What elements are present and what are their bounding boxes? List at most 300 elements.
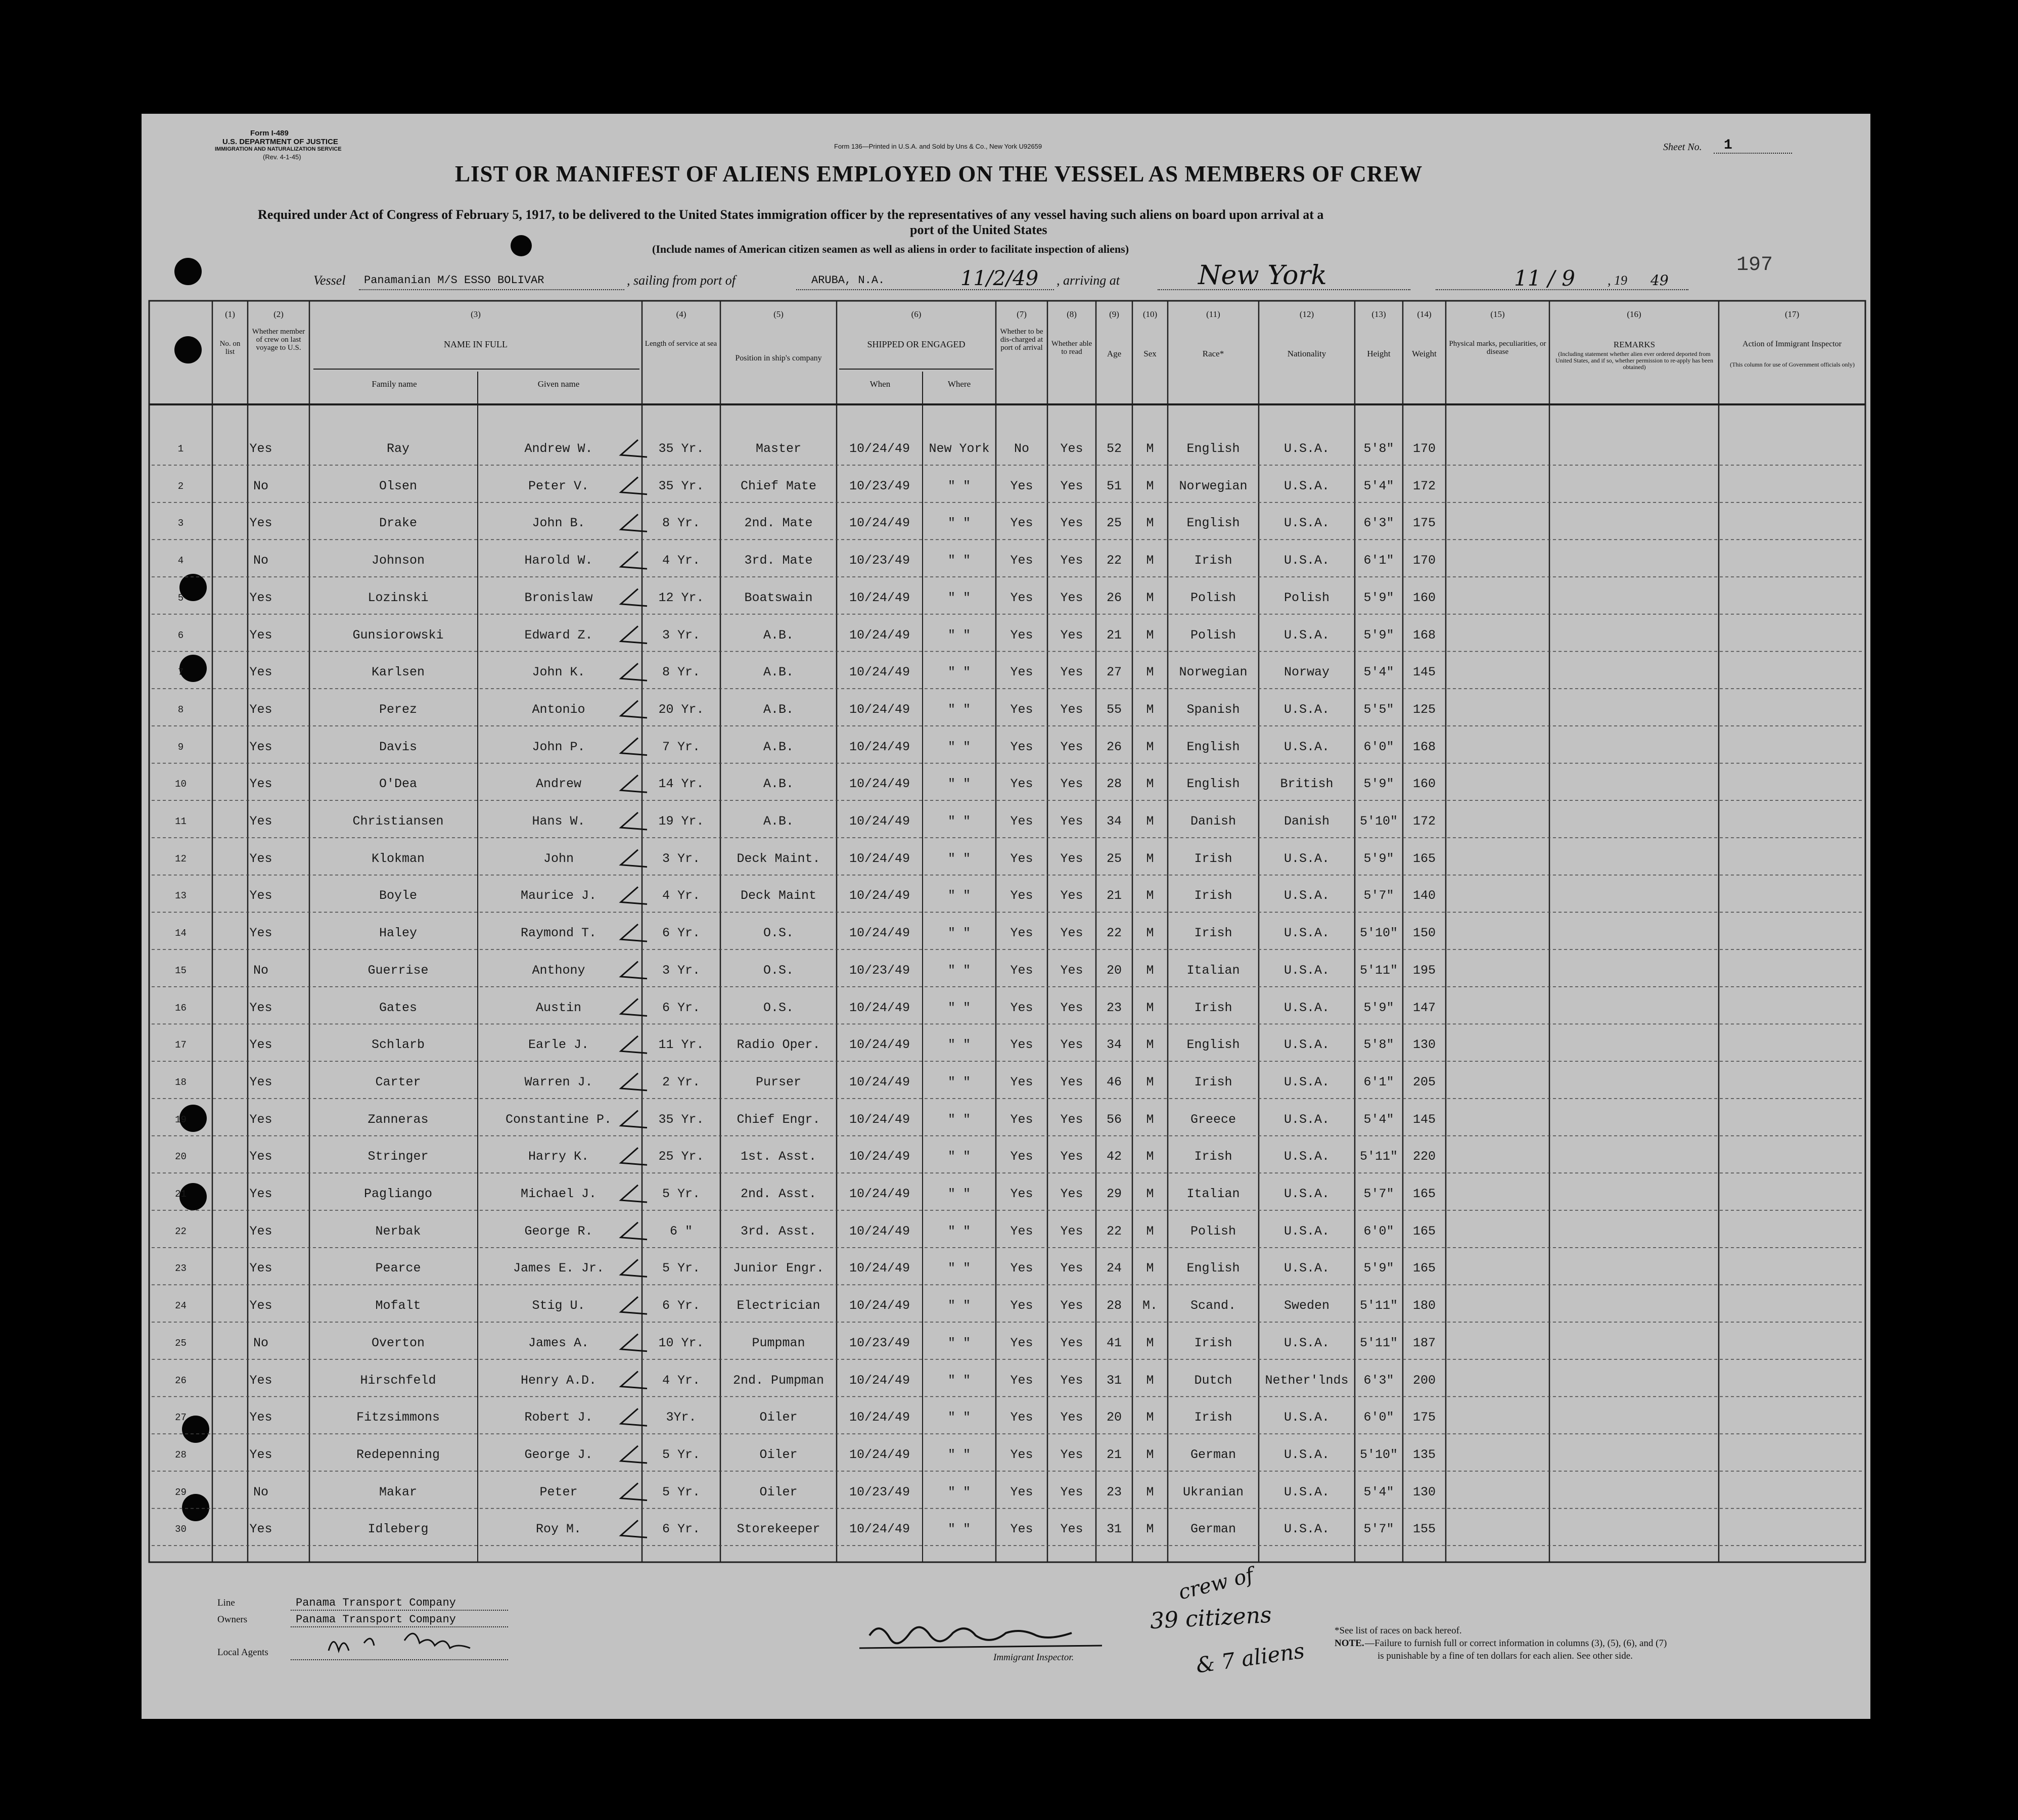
family-name-cell: Overton bbox=[371, 1335, 425, 1350]
length-of-service-cell: 25 Yr. bbox=[658, 1149, 704, 1164]
height-cell: 5'11" bbox=[1359, 1335, 1398, 1350]
shipped-when-cell: 10/24/49 bbox=[849, 814, 910, 829]
given-name-cell: Earle J. bbox=[528, 1037, 589, 1053]
discharged-cell: Yes bbox=[1010, 1187, 1033, 1201]
shipped-where-cell: " " bbox=[947, 1074, 971, 1089]
sex-cell: M bbox=[1146, 1522, 1154, 1537]
discharged-cell: Yes bbox=[1010, 553, 1033, 568]
ship-position-cell: A.B. bbox=[763, 739, 794, 754]
height-cell: 5'9" bbox=[1363, 1000, 1394, 1015]
departure-port: ARUBA, N.A. bbox=[811, 274, 885, 287]
column-number: (6) bbox=[911, 309, 922, 319]
shipped-when-cell: 10/24/49 bbox=[849, 1373, 910, 1388]
sex-cell: M bbox=[1146, 1261, 1154, 1276]
shipped-where-cell: " " bbox=[947, 814, 971, 829]
shipped-when-cell: 10/24/49 bbox=[849, 1037, 910, 1053]
header-col-15: Physical marks, peculiarities, or disease bbox=[1449, 340, 1546, 356]
weight-cell: 135 bbox=[1412, 1447, 1436, 1462]
header-col-10: Sex bbox=[1143, 349, 1157, 358]
shipped-when-cell: 10/23/49 bbox=[849, 553, 910, 568]
discharged-cell: Yes bbox=[1010, 702, 1033, 717]
age-cell: 28 bbox=[1106, 1298, 1122, 1313]
height-cell: 6'0" bbox=[1363, 1410, 1394, 1425]
nationality-cell: U.S.A. bbox=[1283, 963, 1329, 978]
weight-cell: 175 bbox=[1412, 516, 1436, 531]
shipped-where-cell: " " bbox=[947, 516, 971, 531]
family-name-cell: Gates bbox=[379, 1000, 417, 1015]
previous-voyage-cell: No bbox=[253, 1335, 268, 1350]
length-of-service-cell: 4 Yr. bbox=[662, 888, 700, 903]
header-col-1: No. on list bbox=[219, 340, 241, 356]
header-col-16: REMARKS bbox=[1613, 340, 1656, 349]
list-number-cell: 9 bbox=[177, 741, 184, 753]
age-cell: 26 bbox=[1106, 739, 1122, 754]
list-number-cell: 15 bbox=[175, 965, 187, 976]
height-cell: 5'10" bbox=[1359, 1447, 1398, 1462]
age-cell: 25 bbox=[1106, 851, 1122, 866]
agents-underline bbox=[291, 1659, 508, 1660]
given-name-cell: Raymond T. bbox=[520, 926, 597, 941]
race-cell: Irish bbox=[1194, 926, 1232, 941]
header-col-13: Height bbox=[1367, 349, 1391, 358]
sailing-date: 11/2/49 bbox=[960, 267, 1039, 290]
family-name-cell: Klokman bbox=[371, 851, 425, 866]
shipped-when-cell: 10/23/49 bbox=[849, 963, 910, 978]
weight-cell: 172 bbox=[1412, 814, 1436, 829]
list-number-cell: 21 bbox=[175, 1189, 187, 1200]
discharged-cell: Yes bbox=[1010, 1410, 1033, 1425]
discharged-cell: Yes bbox=[1010, 739, 1033, 754]
age-cell: 34 bbox=[1106, 814, 1122, 829]
shipped-where-cell: " " bbox=[947, 963, 971, 978]
nationality-cell: U.S.A. bbox=[1283, 516, 1329, 531]
header-col-7: Whether to be dis-charged at port of arrival bbox=[1000, 328, 1043, 352]
nationality-cell: U.S.A. bbox=[1283, 739, 1329, 754]
age-cell: 21 bbox=[1106, 1447, 1122, 1462]
given-name-cell: Maurice J. bbox=[520, 888, 597, 903]
column-number: (2) bbox=[273, 309, 284, 319]
previous-voyage-cell: Yes bbox=[249, 1261, 272, 1276]
ship-position-cell: A.B. bbox=[763, 814, 794, 829]
able-to-read-cell: Yes bbox=[1060, 888, 1083, 903]
nationality-cell: U.S.A. bbox=[1283, 1149, 1329, 1164]
race-note: *See list of races on back hereof. bbox=[1335, 1625, 1462, 1636]
height-cell: 5'10" bbox=[1359, 926, 1398, 941]
sex-cell: M bbox=[1146, 1000, 1154, 1015]
height-cell: 5'7" bbox=[1363, 1522, 1394, 1537]
height-cell: 5'11" bbox=[1359, 1298, 1398, 1313]
ship-position-cell: Oiler bbox=[759, 1484, 798, 1499]
nationality-cell: U.S.A. bbox=[1283, 1037, 1329, 1053]
nationality-cell: Sweden bbox=[1283, 1298, 1329, 1313]
crew-note-1: crew of bbox=[1176, 1563, 1256, 1605]
previous-voyage-cell: Yes bbox=[249, 1149, 272, 1164]
age-cell: 21 bbox=[1106, 627, 1122, 643]
age-cell: 22 bbox=[1106, 1223, 1122, 1239]
given-name-cell: Harold W. bbox=[524, 553, 593, 568]
weight-cell: 205 bbox=[1412, 1074, 1436, 1089]
family-name-cell: Hirschfeld bbox=[360, 1373, 436, 1388]
able-to-read-cell: Yes bbox=[1060, 814, 1083, 829]
family-name-cell: Davis bbox=[379, 739, 417, 754]
height-cell: 5'4" bbox=[1363, 1112, 1394, 1127]
able-to-read-cell: Yes bbox=[1060, 1335, 1083, 1350]
discharged-cell: Yes bbox=[1010, 1074, 1033, 1089]
age-cell: 46 bbox=[1106, 1074, 1122, 1089]
height-cell: 5'8" bbox=[1363, 1037, 1394, 1053]
nationality-cell: British bbox=[1280, 777, 1334, 792]
able-to-read-cell: Yes bbox=[1060, 851, 1083, 866]
previous-voyage-cell: No bbox=[253, 478, 268, 493]
sex-cell: M bbox=[1146, 1484, 1154, 1499]
length-of-service-cell: 14 Yr. bbox=[658, 777, 704, 792]
length-of-service-cell: 5 Yr. bbox=[662, 1261, 700, 1276]
shipped-where-cell: " " bbox=[947, 888, 971, 903]
race-cell: Italian bbox=[1186, 1187, 1240, 1201]
age-cell: 20 bbox=[1106, 963, 1122, 978]
ship-position-cell: Storekeeper bbox=[737, 1522, 820, 1537]
length-of-service-cell: 8 Yr. bbox=[662, 516, 700, 531]
agents-label: Local Agents bbox=[217, 1647, 268, 1658]
discharged-cell: Yes bbox=[1010, 627, 1033, 643]
shipped-where-cell: " " bbox=[947, 1522, 971, 1537]
shipped-where-cell: " " bbox=[947, 1447, 971, 1462]
discharged-cell: Yes bbox=[1010, 1149, 1033, 1164]
owners-value: Panama Transport Company bbox=[296, 1613, 456, 1626]
note-text-2: is punishable by a fine of ten dollars for each alien. See other side. bbox=[1378, 1651, 1633, 1661]
able-to-read-cell: Yes bbox=[1060, 702, 1083, 717]
height-cell: 5'7" bbox=[1363, 888, 1394, 903]
previous-voyage-cell: Yes bbox=[249, 627, 272, 643]
header-col-3b: Given name bbox=[537, 379, 580, 389]
column-number: (12) bbox=[1299, 309, 1314, 319]
shipped-where-cell: " " bbox=[947, 553, 971, 568]
previous-voyage-cell: No bbox=[253, 963, 268, 978]
height-cell: 6'3" bbox=[1363, 1373, 1394, 1388]
ship-position-cell: Deck Maint. bbox=[737, 851, 820, 866]
sex-cell: M bbox=[1146, 1037, 1154, 1053]
given-name-cell: Peter bbox=[539, 1484, 578, 1499]
race-cell: English bbox=[1186, 739, 1240, 754]
shipped-when-cell: 10/24/49 bbox=[849, 1447, 910, 1462]
family-name-cell: Idleberg bbox=[368, 1522, 429, 1537]
column-number: (5) bbox=[773, 309, 784, 319]
shipped-when-cell: 10/24/49 bbox=[849, 590, 910, 605]
age-cell: 55 bbox=[1106, 702, 1122, 717]
ship-position-cell: Radio Oper. bbox=[737, 1037, 820, 1053]
nationality-cell: U.S.A. bbox=[1283, 1074, 1329, 1089]
family-name-cell: Redepenning bbox=[356, 1447, 440, 1462]
previous-voyage-cell: Yes bbox=[249, 665, 272, 680]
column-number: (7) bbox=[1017, 309, 1027, 319]
shipped-when-cell: 10/24/49 bbox=[849, 1223, 910, 1239]
height-cell: 6'0" bbox=[1363, 739, 1394, 754]
race-cell: Italian bbox=[1186, 963, 1240, 978]
family-name-cell: Boyle bbox=[379, 888, 417, 903]
shipped-when-cell: 10/24/49 bbox=[849, 1298, 910, 1313]
list-number-cell: 20 bbox=[175, 1151, 187, 1163]
given-name-cell: Roy M. bbox=[535, 1522, 581, 1537]
discharged-cell: Yes bbox=[1010, 888, 1033, 903]
list-number-cell: 23 bbox=[175, 1263, 187, 1275]
previous-voyage-cell: Yes bbox=[249, 516, 272, 531]
discharged-cell: Yes bbox=[1010, 1112, 1033, 1127]
previous-voyage-cell: Yes bbox=[249, 1074, 272, 1089]
length-of-service-cell: 4 Yr. bbox=[662, 1373, 700, 1388]
vessel-label: Vessel bbox=[313, 273, 346, 288]
weight-cell: 220 bbox=[1412, 1149, 1436, 1164]
shipped-when-cell: 10/23/49 bbox=[849, 1335, 910, 1350]
family-name-cell: Carter bbox=[375, 1074, 421, 1089]
discharged-cell: Yes bbox=[1010, 851, 1033, 866]
able-to-read-cell: Yes bbox=[1060, 1298, 1083, 1313]
race-cell: Irish bbox=[1194, 1410, 1232, 1425]
previous-voyage-cell: Yes bbox=[249, 1000, 272, 1015]
race-cell: Scand. bbox=[1190, 1298, 1236, 1313]
length-of-service-cell: 5 Yr. bbox=[662, 1187, 700, 1201]
shipped-where-cell: " " bbox=[947, 1112, 971, 1127]
ship-position-cell: 2nd. Pumpman bbox=[732, 1373, 824, 1388]
owners-underline bbox=[291, 1626, 508, 1627]
discharged-cell: Yes bbox=[1010, 1484, 1033, 1499]
given-name-cell: Edward Z. bbox=[524, 627, 593, 643]
weight-cell: 130 bbox=[1412, 1037, 1436, 1053]
previous-voyage-cell: No bbox=[253, 1484, 268, 1499]
weight-cell: 160 bbox=[1412, 590, 1436, 605]
sex-cell: M bbox=[1146, 926, 1154, 941]
shipped-where-cell: " " bbox=[947, 590, 971, 605]
given-name-cell: Henry A.D. bbox=[520, 1373, 597, 1388]
weight-cell: 140 bbox=[1412, 888, 1436, 903]
shipped-when-cell: 10/24/49 bbox=[849, 1261, 910, 1276]
age-cell: 42 bbox=[1106, 1149, 1122, 1164]
able-to-read-cell: Yes bbox=[1060, 627, 1083, 643]
sex-cell: M bbox=[1146, 1335, 1154, 1350]
able-to-read-cell: Yes bbox=[1060, 739, 1083, 754]
length-of-service-cell: 35 Yr. bbox=[658, 1112, 704, 1127]
list-number-cell: 6 bbox=[177, 629, 184, 641]
sex-cell: M bbox=[1146, 590, 1154, 605]
crew-note-3: & 7 aliens bbox=[1194, 1638, 1306, 1678]
inspector-label: Immigrant Inspector. bbox=[993, 1652, 1074, 1663]
previous-voyage-cell: Yes bbox=[249, 926, 272, 941]
shipped-when-cell: 10/24/49 bbox=[849, 627, 910, 643]
subtitle-line-2: port of the United States bbox=[910, 222, 1047, 237]
discharged-cell: Yes bbox=[1010, 777, 1033, 792]
length-of-service-cell: 35 Yr. bbox=[658, 478, 704, 493]
family-name-cell: Guerrise bbox=[368, 963, 429, 978]
sex-cell: M bbox=[1146, 739, 1154, 754]
length-of-service-cell: 6 Yr. bbox=[662, 1522, 700, 1537]
nationality-cell: U.S.A. bbox=[1283, 1223, 1329, 1239]
list-number-cell: 22 bbox=[175, 1225, 187, 1237]
sex-cell: M bbox=[1146, 777, 1154, 792]
able-to-read-cell: Yes bbox=[1060, 1037, 1083, 1053]
sheet-number-line bbox=[1714, 153, 1792, 154]
race-cell: Irish bbox=[1194, 888, 1232, 903]
given-name-cell: Constantine P. bbox=[505, 1112, 612, 1127]
header-col-11: Race* bbox=[1202, 349, 1224, 358]
list-number-cell: 10 bbox=[175, 779, 187, 790]
nationality-cell: U.S.A. bbox=[1283, 1187, 1329, 1201]
age-cell: 20 bbox=[1106, 1410, 1122, 1425]
able-to-read-cell: Yes bbox=[1060, 777, 1083, 792]
length-of-service-cell: 20 Yr. bbox=[658, 702, 704, 717]
discharged-cell: Yes bbox=[1010, 1335, 1033, 1350]
shipped-where-cell: " " bbox=[947, 777, 971, 792]
age-cell: 24 bbox=[1106, 1261, 1122, 1276]
date-underline bbox=[1436, 289, 1688, 290]
punch-hole bbox=[174, 258, 202, 285]
weight-cell: 165 bbox=[1412, 1261, 1436, 1276]
list-number-cell: 5 bbox=[177, 592, 184, 604]
race-cell: Polish bbox=[1190, 1223, 1236, 1239]
ship-position-cell: Deck Maint bbox=[740, 888, 817, 903]
race-cell: Polish bbox=[1190, 627, 1236, 643]
given-name-cell: Andrew bbox=[535, 777, 581, 792]
shipped-when-cell: 10/24/49 bbox=[849, 1410, 910, 1425]
shipped-when-cell: 10/24/49 bbox=[849, 1000, 910, 1015]
sex-cell: M bbox=[1146, 1149, 1154, 1164]
weight-cell: 172 bbox=[1412, 478, 1436, 493]
column-number: (8) bbox=[1067, 309, 1077, 319]
column-number: (9) bbox=[1109, 309, 1119, 319]
shipped-where-cell: " " bbox=[947, 1410, 971, 1425]
note-text-1: —Failure to furnish full or correct information in columns (3), (5), (6), and (7) bbox=[1365, 1638, 1667, 1649]
shipped-where-cell: " " bbox=[947, 627, 971, 643]
weight-cell: 170 bbox=[1412, 441, 1436, 456]
ship-position-cell: 3rd. Asst. bbox=[740, 1223, 817, 1239]
ship-position-cell: 2nd. Asst. bbox=[740, 1187, 817, 1201]
column-number: (1) bbox=[225, 309, 235, 319]
column-number: (3) bbox=[471, 309, 481, 319]
given-name-cell: Hans W. bbox=[532, 814, 585, 829]
arrival-underline bbox=[1158, 289, 1410, 290]
race-cell: Spanish bbox=[1186, 702, 1240, 717]
able-to-read-cell: Yes bbox=[1060, 963, 1083, 978]
ship-position-cell: Junior Engr. bbox=[732, 1261, 824, 1276]
shipped-when-cell: 10/24/49 bbox=[849, 851, 910, 866]
list-number-cell: 18 bbox=[175, 1076, 187, 1088]
sex-cell: M bbox=[1146, 888, 1154, 903]
family-name-cell: O'Dea bbox=[379, 777, 417, 792]
shipped-where-cell: " " bbox=[947, 1037, 971, 1053]
given-name-cell: Stig U. bbox=[532, 1298, 585, 1313]
family-name-cell: Pagliango bbox=[363, 1187, 433, 1201]
able-to-read-cell: Yes bbox=[1060, 1187, 1083, 1201]
arrival-year: 49 bbox=[1650, 272, 1669, 289]
able-to-read-cell: Yes bbox=[1060, 1261, 1083, 1276]
discharged-cell: Yes bbox=[1010, 1223, 1033, 1239]
list-number-cell: 2 bbox=[177, 480, 184, 492]
age-cell: 21 bbox=[1106, 888, 1122, 903]
list-number-cell: 12 bbox=[175, 853, 187, 864]
shipped-where-cell: " " bbox=[947, 1373, 971, 1388]
discharged-cell: Yes bbox=[1010, 1000, 1033, 1015]
age-cell: 25 bbox=[1106, 516, 1122, 531]
discharged-cell: Yes bbox=[1010, 665, 1033, 680]
weight-cell: 145 bbox=[1412, 665, 1436, 680]
nationality-cell: U.S.A. bbox=[1283, 702, 1329, 717]
header-col-12: Nationality bbox=[1287, 349, 1326, 358]
sex-cell: M bbox=[1146, 1187, 1154, 1201]
previous-voyage-cell: No bbox=[253, 553, 268, 568]
shipped-when-cell: 10/24/49 bbox=[849, 1149, 910, 1164]
weight-cell: 165 bbox=[1412, 1223, 1436, 1239]
able-to-read-cell: Yes bbox=[1060, 1522, 1083, 1537]
able-to-read-cell: Yes bbox=[1060, 1112, 1083, 1127]
header-col-3a: Family name bbox=[372, 379, 417, 389]
given-name-cell: John bbox=[543, 851, 574, 866]
ship-position-cell: Boatswain bbox=[744, 590, 813, 605]
family-name-cell: Fitzsimmons bbox=[356, 1410, 440, 1425]
given-name-cell: James A. bbox=[528, 1335, 589, 1350]
punch-hole bbox=[174, 336, 202, 363]
race-cell: Irish bbox=[1194, 851, 1232, 866]
column-number: (15) bbox=[1490, 309, 1505, 319]
crew-note-2: 39 citizens bbox=[1149, 1602, 1272, 1634]
weight-cell: 165 bbox=[1412, 851, 1436, 866]
nationality-cell: U.S.A. bbox=[1283, 926, 1329, 941]
list-number-cell: 4 bbox=[177, 555, 184, 567]
previous-voyage-cell: Yes bbox=[249, 1410, 272, 1425]
height-cell: 5'11" bbox=[1359, 963, 1398, 978]
weight-cell: 160 bbox=[1412, 777, 1436, 792]
previous-voyage-cell: Yes bbox=[249, 851, 272, 866]
list-number-cell: 8 bbox=[177, 704, 184, 715]
race-cell: Norwegian bbox=[1179, 665, 1248, 680]
previous-voyage-cell: Yes bbox=[249, 814, 272, 829]
list-number-cell: 16 bbox=[175, 1002, 187, 1014]
column-number: (10) bbox=[1142, 309, 1158, 319]
family-name-cell: Mofalt bbox=[375, 1298, 421, 1313]
race-cell: Ukranian bbox=[1182, 1484, 1244, 1499]
previous-voyage-cell: Yes bbox=[249, 1373, 272, 1388]
age-cell: 31 bbox=[1106, 1373, 1122, 1388]
length-of-service-cell: 11 Yr. bbox=[658, 1037, 704, 1053]
length-of-service-cell: 12 Yr. bbox=[658, 590, 704, 605]
discharged-cell: Yes bbox=[1010, 1373, 1033, 1388]
sex-cell: M bbox=[1146, 1223, 1154, 1239]
given-name-cell: Bronislaw bbox=[524, 590, 593, 605]
shipped-when-cell: 10/24/49 bbox=[849, 516, 910, 531]
family-name-cell: Makar bbox=[379, 1484, 417, 1499]
discharged-cell: Yes bbox=[1010, 478, 1033, 493]
shipped-when-cell: 10/24/49 bbox=[849, 777, 910, 792]
nationality-cell: Polish bbox=[1283, 590, 1329, 605]
shipped-when-cell: 10/24/49 bbox=[849, 1074, 910, 1089]
ship-position-cell: O.S. bbox=[763, 1000, 794, 1015]
line-value: Panama Transport Company bbox=[296, 1597, 456, 1609]
shipped-where-cell: " " bbox=[947, 1261, 971, 1276]
discharged-cell: Yes bbox=[1010, 1298, 1033, 1313]
nationality-cell: U.S.A. bbox=[1283, 627, 1329, 643]
able-to-read-cell: Yes bbox=[1060, 553, 1083, 568]
list-number-cell: 28 bbox=[175, 1449, 187, 1461]
sex-cell: M bbox=[1146, 702, 1154, 717]
nationality-cell: U.S.A. bbox=[1283, 1112, 1329, 1127]
given-name-cell: John K. bbox=[532, 665, 585, 680]
list-number-cell: 13 bbox=[175, 890, 187, 902]
age-cell: 31 bbox=[1106, 1522, 1122, 1537]
year-prefix: , 19 bbox=[1608, 273, 1627, 288]
stamp-number: 197 bbox=[1736, 254, 1773, 277]
length-of-service-cell: 3 Yr. bbox=[662, 851, 700, 866]
race-cell: Irish bbox=[1194, 1335, 1232, 1350]
race-cell: Irish bbox=[1194, 1074, 1232, 1089]
weight-cell: 165 bbox=[1412, 1187, 1436, 1201]
arrival-date: 11 / 9 bbox=[1514, 266, 1576, 291]
